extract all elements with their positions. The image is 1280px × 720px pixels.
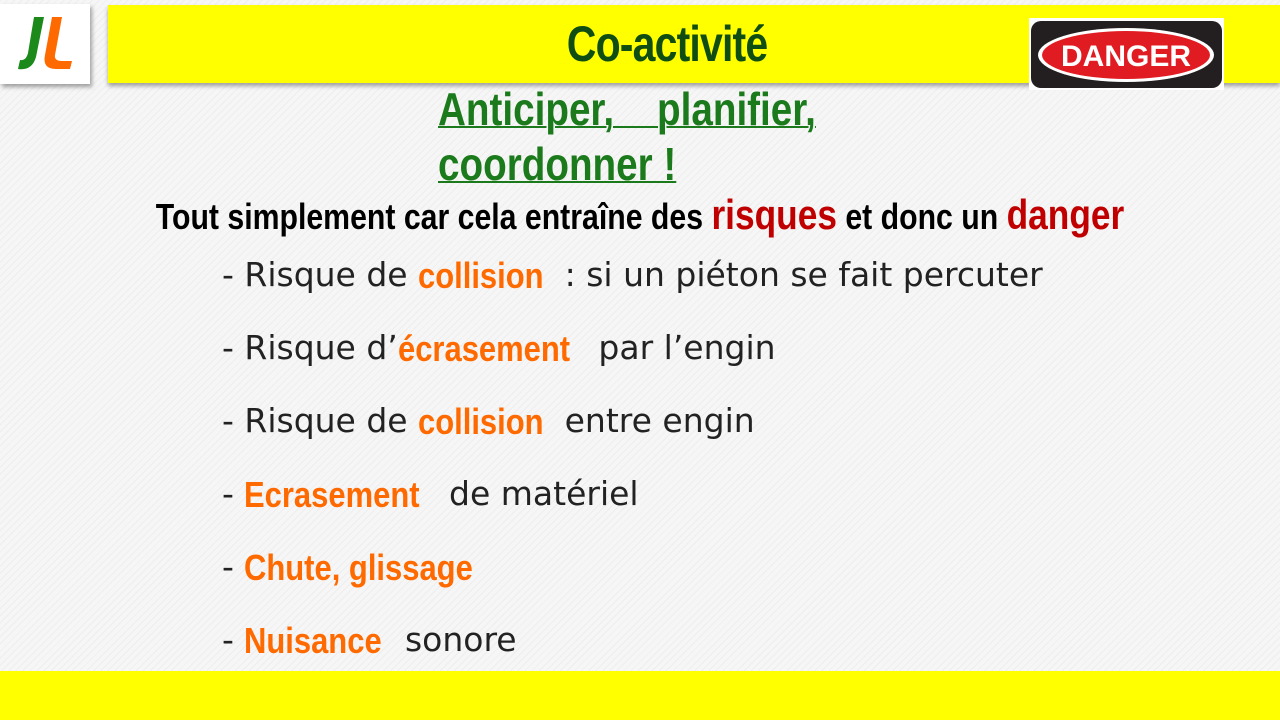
risk-dash: - — [222, 547, 245, 586]
intro-text-1: Tout simplement car cela entraîne des — [155, 196, 712, 237]
risk-prefix: Risque de — [244, 401, 419, 440]
risk-dash: - — [222, 255, 245, 294]
risk-highlight: collision — [418, 401, 544, 442]
intro-text-2: et donc un — [836, 196, 1007, 237]
list-item — [222, 547, 1043, 620]
jl-logo-icon — [10, 11, 80, 77]
list-item — [222, 328, 1043, 401]
risk-suffix: sonore — [394, 620, 517, 659]
risk-prefix: Risque d’ — [244, 328, 398, 367]
intro-danger-word: danger — [1006, 191, 1125, 238]
risk-highlight: Ecrasement — [244, 474, 420, 515]
risk-highlight: écrasement — [397, 328, 570, 369]
list-item — [222, 401, 1043, 474]
risk-dash: - — [222, 401, 245, 440]
risk-dash: - — [222, 474, 245, 513]
danger-sign — [1029, 18, 1224, 90]
danger-sign-icon — [1029, 18, 1224, 90]
subtitle-line-1: Anticiper, planifier, — [438, 83, 816, 135]
risk-suffix: de matériel — [438, 474, 639, 513]
risk-dash: - — [222, 328, 245, 367]
risk-dash: - — [222, 620, 245, 659]
intro-sentence — [102, 192, 1177, 238]
risk-suffix: par l’engin — [587, 328, 776, 367]
risk-prefix: Risque de — [244, 255, 419, 294]
list-item — [222, 255, 1043, 328]
subtitle-line-2: coordonner ! — [438, 138, 677, 190]
risk-highlight: collision — [418, 255, 544, 296]
company-logo — [0, 4, 90, 84]
footer-bar — [0, 671, 1280, 720]
danger-sign-label: DANGER — [1060, 40, 1192, 73]
risk-suffix: : si un piéton se fait percuter — [554, 255, 1043, 294]
intro-risk-word: risques — [711, 191, 837, 238]
risk-suffix: entre engin — [554, 401, 755, 440]
risk-highlight: Nuisance — [244, 620, 383, 661]
list-item — [222, 474, 1043, 547]
page-title: Co-activité — [566, 16, 768, 72]
risk-list — [222, 255, 1043, 693]
risk-highlight: Chute, glissage — [244, 547, 474, 588]
